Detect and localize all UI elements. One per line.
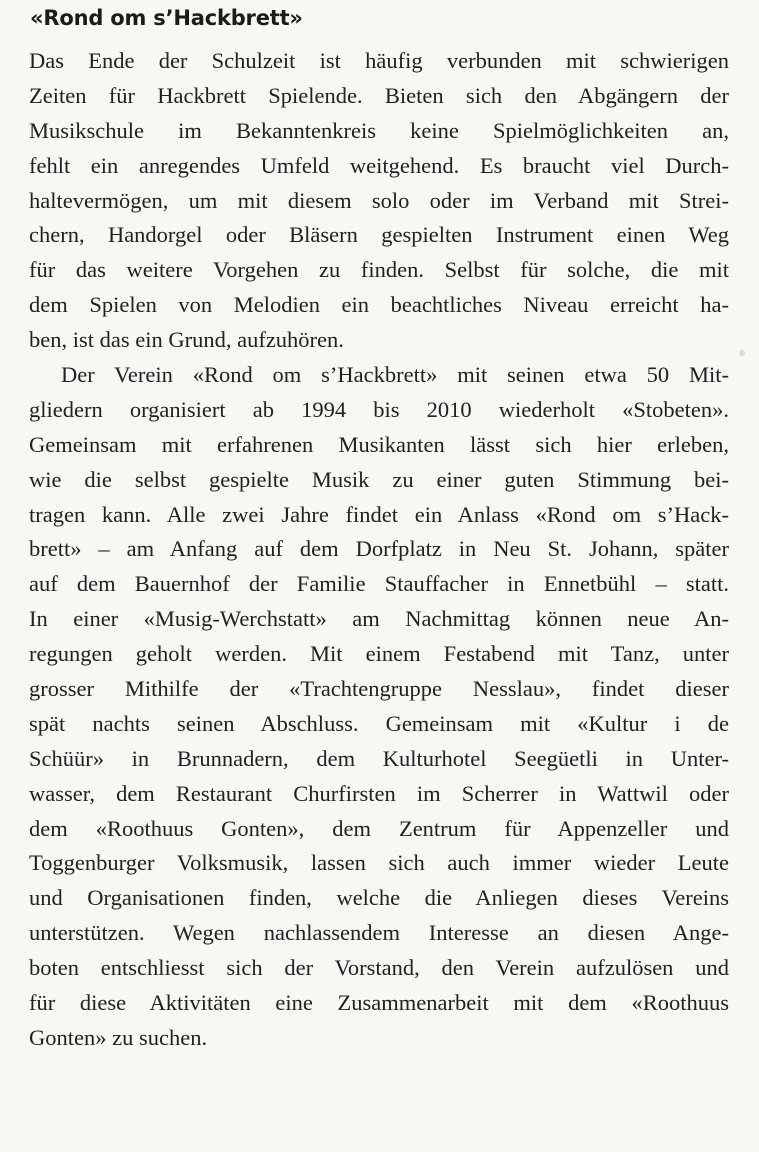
scan-speck: [739, 350, 745, 356]
text-line: unterstützen. Wegen nachlassendem Interesse an diesen Ange-: [29, 920, 729, 946]
text-line: wie die selbst gespielte Musik zu einer guten Stimmung bei-: [29, 466, 729, 492]
text-line: Gemeinsam mit erfahrenen Musikanten lässt sich hier erleben,: [29, 431, 729, 457]
paragraph-1: [29, 44, 729, 358]
text-line: dem Spielen von Melodien ein beachtliches Niveau erreicht ha-: [29, 292, 729, 318]
text-line: gliedern organisiert ab 1994 bis 2010 wiederholt «Stobeten».: [29, 396, 729, 422]
paragraph-2: [29, 358, 729, 1056]
text-line: auf dem Bauernhof der Familie Stauffacher in Ennetbühl – statt.: [29, 571, 729, 597]
text-line: für das weitere Vorgehen zu finden. Selbst für solche, die mit: [29, 257, 729, 283]
text-line: dem «Roothuus Gonten», dem Zentrum für Appenzeller und: [29, 815, 729, 841]
text-line: Der Verein «Rond om s’Hackbrett» mit seinen etwa 50 Mit-: [61, 362, 729, 388]
text-line: Zeiten für Hackbrett Spielende. Bieten sich den Abgängern der: [29, 82, 729, 108]
text-line: Das Ende der Schulzeit ist häufig verbunden mit schwierigen: [29, 48, 729, 73]
text-line: ben, ist das ein Grund, aufzuhören.: [29, 327, 344, 353]
text-line: spät nachts seinen Abschluss. Gemeinsam mit «Kultur i de: [29, 710, 729, 736]
text-line: fehlt ein anregendes Umfeld weitgehend. Es braucht viel Durch-: [29, 152, 729, 178]
text-line: brett» – am Anfang auf dem Dorfplatz in Neu St. Johann, später: [29, 536, 729, 562]
text-line: Gonten» zu suchen.: [29, 1024, 208, 1050]
body-text: [29, 44, 729, 1056]
text-line: regungen geholt werden. Mit einem Festabend mit Tanz, unter: [29, 641, 729, 667]
text-line: wasser, dem Restaurant Churfirsten im Scherrer in Wattwil oder: [29, 780, 729, 806]
text-line: Musikschule im Bekanntenkreis keine Spielmöglichkeiten an,: [29, 117, 729, 143]
text-line: boten entschliesst sich der Vorstand, den Verein aufzulösen und: [29, 955, 729, 981]
text-line: Toggenburger Volksmusik, lassen sich auch immer wieder Leute: [29, 850, 729, 876]
section-heading: «Rond om s’Hackbrett»: [30, 6, 303, 30]
text-line: chern, Handorgel oder Bläsern gespielten Instrument einen Weg: [29, 222, 729, 248]
text-line: Schüür» in Brunnadern, dem Kulturhotel Seegüetli in Unter-: [29, 745, 729, 771]
text-line: und Organisationen finden, welche die Anliegen dieses Vereins: [29, 885, 729, 911]
text-line: für diese Aktivitäten eine Zusammenarbeit mit dem «Roothuus: [29, 990, 729, 1016]
text-line: haltevermögen, um mit diesem solo oder im Verband mit Strei-: [29, 187, 729, 213]
text-line: tragen kann. Alle zwei Jahre findet ein Anlass «Rond om s’Hack-: [29, 501, 729, 527]
text-line: grosser Mithilfe der «Trachtengruppe Nesslau», findet dieser: [29, 676, 729, 702]
text-line: In einer «Musig-Werchstatt» am Nachmittag können neue An-: [29, 606, 729, 632]
